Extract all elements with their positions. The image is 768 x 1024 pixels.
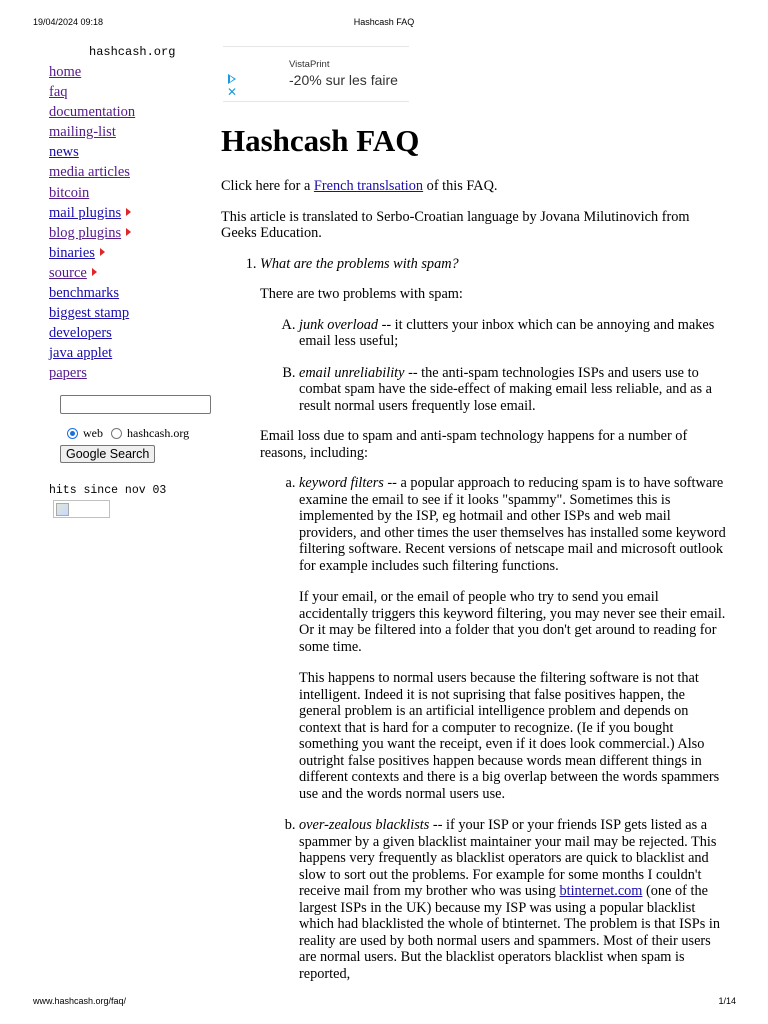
sidebar-item-mailing-list bbox=[49, 122, 219, 142]
sidebar-item-java-applet bbox=[49, 343, 219, 363]
ad-brand: VistaPrint bbox=[289, 59, 330, 70]
nav-link[interactable]: benchmarks bbox=[49, 285, 120, 302]
article bbox=[221, 118, 726, 982]
nav-link[interactable]: mail plugins bbox=[49, 204, 122, 221]
close-icon[interactable]: ✕ bbox=[227, 85, 238, 99]
nav-link[interactable]: binaries bbox=[49, 244, 95, 261]
nav-link[interactable]: faq bbox=[49, 84, 68, 101]
list-item: a. keyword filters -- a popular approach to reducing spam is to have software examine the email to see if it looks "spammy". Sometimes this is implemented by the ISP, eg hotmail and other ISPs and web mail providers, and other times the user themselves has installed some keyword filtering software. Recent versions of netscape mail and microsoft outlook for example includes such filtering functions. If your email, or the email of people who try to send you email accidentally triggers this keyword filtering, you may never see their email. Or it may be filtered into a folder that you don't get around to reading for some time. This happens to normal users because the filtering software is not that intelligent. Indeed it is not suprising that false positives happen, the general problem is an artificial intelligence problem and depends on context that is hard for a computer to recognize. (Ie if you bought something you want the receipt, even if it does look commercial.) Also outright false positives happen because words mean different things in different contexts and there is a big overlap between the words spammers use and the words normal users use. bbox=[299, 475, 726, 802]
search-input[interactable] bbox=[60, 395, 211, 414]
btinternet-link[interactable]: btinternet.com bbox=[559, 883, 643, 899]
ad-text[interactable]: -20% sur les faire bbox=[289, 72, 398, 88]
nav-link[interactable]: documentation bbox=[49, 104, 136, 121]
google-search-button[interactable]: Google Search bbox=[60, 445, 155, 463]
nav-link[interactable]: java applet bbox=[49, 345, 113, 362]
nav-link[interactable]: bitcoin bbox=[49, 184, 90, 201]
broken-image-icon bbox=[53, 500, 110, 518]
reasons-list bbox=[260, 475, 726, 982]
print-page-number: 1/14 bbox=[718, 996, 736, 1006]
nav-link[interactable]: blog plugins bbox=[49, 224, 122, 241]
sidebar-item-source bbox=[49, 263, 219, 283]
sidebar-item-mail-plugins bbox=[49, 203, 219, 223]
nav-link[interactable]: biggest stamp bbox=[49, 305, 130, 322]
sidebar-item-bitcoin bbox=[49, 183, 219, 203]
radio-web[interactable] bbox=[67, 428, 78, 439]
sidebar bbox=[49, 45, 219, 518]
translation-note: This article is translated to Serbo-Croatian language by Jovana Milutinovich from Geeks Education. bbox=[221, 208, 690, 241]
list-item: A. junk overload -- it clutters your inbox which can be annoying and makes email less useful; bbox=[299, 317, 726, 350]
hits-counter-label: hits since nov 03 bbox=[49, 483, 167, 497]
sidebar-item-biggest-stamp bbox=[49, 303, 219, 323]
nav-link[interactable]: home bbox=[49, 64, 82, 80]
nav-link[interactable]: mailing-list bbox=[49, 124, 116, 141]
sidebar-item-papers bbox=[49, 363, 219, 383]
sidebar-item-news bbox=[49, 142, 219, 162]
question-lead: There are two problems with spam: bbox=[260, 286, 463, 302]
list-item: B. email unreliability -- the anti-spam technologies ISPs and users use to combat spam have the side-effect of making email less reliable, and as a result normal users frequently lose email. bbox=[299, 365, 726, 415]
submenu-arrow-icon[interactable] bbox=[100, 248, 105, 256]
problem-list bbox=[260, 317, 726, 415]
submenu-arrow-icon[interactable] bbox=[126, 208, 131, 216]
sidebar-nav bbox=[49, 62, 219, 384]
ad-choices-icon[interactable] bbox=[228, 74, 236, 84]
radio-web-label: web bbox=[83, 426, 103, 440]
sidebar-item-faq bbox=[49, 82, 219, 102]
sidebar-item-binaries bbox=[49, 243, 219, 263]
loss-intro: Email loss due to spam and anti-spam technology happens for a number of reasons, including: bbox=[260, 428, 688, 461]
search-scope bbox=[67, 426, 219, 442]
list-item: b. over-zealous blacklists -- if your ISP or your friends ISP gets listed as a spammer by a given blacklist maintainer your mail may be rejected. This happens very frequently as blacklist operators are quick to blacklist and slow to sort out the problems. For example for some months I couldn't receive mail from my brother who was using btinternet.com (one of the largest ISPs in the UK) because my ISP was using a popular blacklist which had blacklisted the whole of btinternet. The problem is that ISPs in reality are used by both normal users and spammers. Most of their users are normal users. But the blacklist operators blacklist when spam is reported, bbox=[299, 817, 726, 982]
nav-link[interactable]: developers bbox=[49, 325, 112, 342]
submenu-arrow-icon[interactable] bbox=[92, 268, 97, 276]
radio-site[interactable] bbox=[111, 428, 122, 439]
french-translation-link[interactable]: French translsation bbox=[313, 178, 424, 194]
submenu-arrow-icon[interactable] bbox=[126, 228, 131, 236]
intro-paragraph: Click here for a French translsation of this FAQ. bbox=[221, 178, 498, 194]
nav-link[interactable]: news bbox=[49, 144, 79, 161]
faq-list bbox=[221, 256, 726, 983]
site-name: hashcash.org bbox=[89, 45, 176, 59]
nav-link[interactable]: papers bbox=[49, 365, 87, 382]
page-title: Hashcash FAQ bbox=[221, 123, 420, 158]
ad-banner[interactable] bbox=[223, 46, 409, 102]
sidebar-item-home bbox=[49, 62, 219, 82]
sidebar-item-benchmarks bbox=[49, 283, 219, 303]
sidebar-item-developers bbox=[49, 323, 219, 343]
sidebar-item-documentation bbox=[49, 102, 219, 122]
faq-item bbox=[260, 256, 726, 983]
question-text: What are the problems with spam? bbox=[260, 255, 459, 272]
print-url: www.hashcash.org/faq/ bbox=[33, 996, 127, 1006]
print-datetime: 19/04/2024 09:18 bbox=[33, 17, 104, 27]
nav-link[interactable]: source bbox=[49, 264, 87, 281]
nav-link[interactable]: media articles bbox=[49, 164, 130, 181]
sidebar-item-media-articles bbox=[49, 162, 219, 182]
sidebar-item-blog-plugins bbox=[49, 223, 219, 243]
radio-site-label: hashcash.org bbox=[127, 426, 190, 440]
print-title: Hashcash FAQ bbox=[353, 17, 415, 27]
